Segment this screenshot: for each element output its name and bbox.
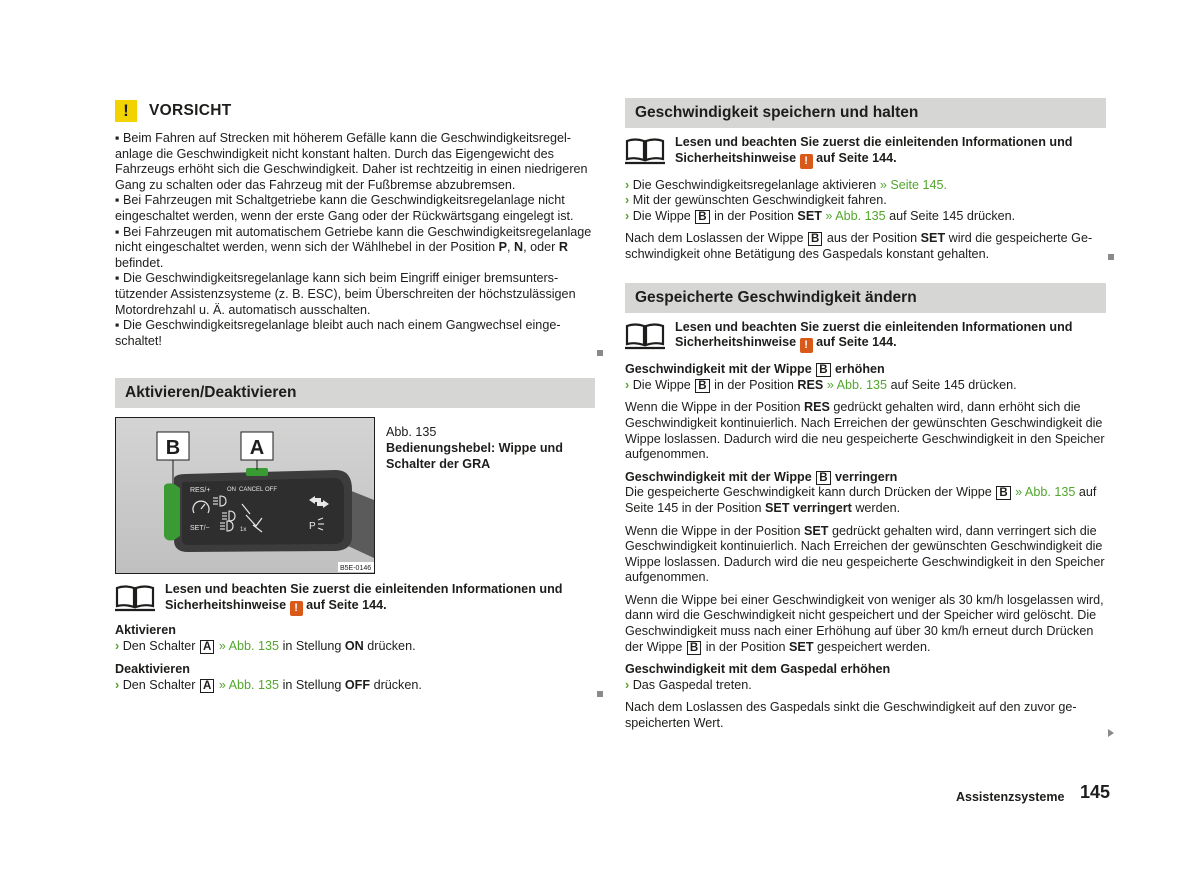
paragraph: Wenn die Wippe in der Position SET gedrückt gehalten wird, dann verringert sich die Geschwindigkeit kontinuierlich. Nach Erreichen der gewünschten Geschwindigkeit die Wippe loslassen. Dadurch wird die neu gespeicherte Geschwindigkeit in den Speicher aufgenommen. [625,523,1105,585]
rocker-b-key: B [687,641,701,655]
control-lever-illustration [116,418,374,573]
step-item: › Die Wippe B in der Position RES » Abb. 135 auf Seite 145 drücken. [625,377,1017,392]
rocker-b-key: B [996,486,1010,500]
paragraph: Wenn die Wippe in der Position RES gedrückt gehalten wird, dann erhöht sich die Geschwindigkeit kontinuierlich. Nach Erreichen der gewünschten Geschwindigkeit die Wippe loslassen. Dadurch wird die neu gespeicherte Geschwindigkeit in den Speicher aufgenommen. [625,400,1105,462]
step-list [625,178,1106,225]
label-b: B [165,437,181,460]
info-note: Lesen und beachten Sie zuerst die einleitenden Informationen und Sicherheitshinweise ! auf Seite 144. [625,320,1106,354]
activate-step: › Den Schalter A » Abb. 135 in Stellung ON drücken. [115,638,416,653]
subsection-title: Geschwindigkeit mit der Wippe B erhöhen [625,362,885,377]
switch-a-key: A [200,679,214,693]
warning-icon: ! [800,154,813,169]
caution-item: ▪ Bei Fahrzeugen mit automatischem Getriebe kann die Geschwindigkeitsregelanlage nicht eingeschaltet werden, wenn sich der Wählhebel in der Position P, N, oder R befindet. [115,224,592,270]
caution-header [115,98,595,124]
caution-title: VORSICHT [149,102,232,120]
figure-image [115,417,375,574]
step-item: › Mit der gewünschten Geschwindigkeit fahren. [625,193,887,208]
step-item: › Die Wippe B in der Position SET » Abb. 135 auf Seite 145 drücken. [625,208,1016,223]
figure-link[interactable]: » Abb. 135 [826,377,888,392]
end-mark [1108,254,1114,260]
set-label: SET/− [190,525,210,533]
figure-link[interactable]: » Abb. 135 [825,208,886,223]
caution-icon: ! [115,100,137,122]
switch-a-key: A [200,640,214,654]
res-label: RES/+ [190,487,211,495]
cancel-label: CANCEL [239,487,264,494]
left-column [115,98,595,693]
rocker-b-key: B [695,210,709,224]
figure-link[interactable]: » Abb. 135 [1015,485,1076,500]
svg-text:P: P [309,521,316,533]
book-icon [625,135,665,165]
section-title-aendern: Gespeicherte Geschwindigkeit ändern [625,283,1106,313]
section-title-aktivieren: Aktivieren/Deaktivieren [115,378,595,408]
page-link[interactable]: » Seite 145. [879,177,948,192]
info-note: Lesen und beachten Sie zuerst die einleitenden Informationen und Sicherheitshinweise ! auf Seite 144. [625,135,1106,169]
rocker-b-key: B [695,379,709,393]
figure-caption [386,417,576,574]
step-item: › Die Geschwindigkeitsregelanlage aktivieren » Seite 145. [625,177,948,192]
paragraph: Nach dem Loslassen des Gaspedals sinkt die Geschwindigkeit auf den zuvor gespeicherten Wert. [625,700,1077,731]
caution-item: ▪ Die Geschwindigkeitsregelanlage kann sich beim Eingriff einiger bremsunterstützender Assistenzsysteme (z. B. ESC), beim Überschreiten der höchstzulässigen Motordrehzahl u. Ä. automatisch ausschalten. [115,271,576,317]
figure-link[interactable]: » Abb. 135 [218,677,280,692]
rocker-b-key: B [808,232,822,246]
figure-title: Bedienungshebel: Wippe und Schalter der GRA [386,440,563,471]
paragraph: Nach dem Loslassen der Wippe B aus der Position SET wird die gespeicherte Geschwindigkeit ohne Betätigung des Gaspedals konstant gehalten. [625,231,1093,261]
on-label: ON [227,487,236,494]
caution-item: ▪ Beim Fahren auf Strecken mit höherem Gefälle kann die Geschwindigkeitsregelanlage die Geschwindigkeit nicht konstant halten. Durch das Eigengewicht des Fahrzeugs erhöht sich die Geschwindigkeit. Daher ist rechtzeitig in einen niedrigeren Gang zu schalten oder das Fahrzeug mit der Fußbremse abzubremsen. [115,131,588,192]
caution-list [115,131,595,349]
warning-icon: ! [290,601,303,616]
right-column [625,98,1106,732]
page-number: 145 [1080,782,1111,802]
continue-arrow-icon [1108,729,1114,737]
warning-icon: ! [800,338,813,353]
figure-code: B5E-0146 [340,565,372,573]
footer-section-title: Assistenzsysteme [956,790,1065,804]
info-note: Lesen und beachten Sie zuerst die einleitenden Informationen und Sicherheitshinweise ! auf Seite 144. [115,582,595,616]
subsection-title: Geschwindigkeit mit dem Gaspedal erhöhen [625,662,891,677]
rocker-b-key: B [816,363,830,377]
deactivate-step: › Den Schalter A » Abb. 135 in Stellung OFF drücken. [115,677,422,692]
paragraph: Wenn die Wippe bei einer Geschwindigkeit von weniger als 30 km/h losgelassen wird, dann wird die Geschwindigkeit nicht gespeichert und der Speicher wird gelöscht. Die Geschwindigkeit muss nach einer Erhöhung auf über 30 km/h erneut durch Drücken der Wippe B in der Position SET gespeichert werden. [625,592,1104,654]
caution-item: ▪ Die Geschwindigkeitsregelanlage bleibt auch nach einem Gangwechsel eingeschaltet! [115,318,561,348]
end-mark [597,691,603,697]
label-a: A [249,437,265,460]
rocker-b-key: B [816,471,830,485]
section-title-speichern: Geschwindigkeit speichern und halten [625,98,1106,128]
subsection-title: Geschwindigkeit mit der Wippe B verringern [625,469,898,484]
one-x-label: 1x [240,527,247,534]
off-label: OFF [265,487,277,494]
deactivate-title: Deaktivieren [115,662,190,677]
figure-link[interactable]: » Abb. 135 [218,638,280,653]
activate-title: Aktivieren [115,622,176,637]
figure-number: Abb. 135 [386,425,437,440]
figure-135 [115,417,595,574]
book-icon [625,320,665,350]
book-icon [115,582,155,612]
caution-item: ▪ Bei Fahrzeugen mit Schaltgetriebe kann die Geschwindigkeitsregelanlage nicht eingeschaltet werden, wenn der erste Gang oder der Rückwärtsgang eingelegt ist. [115,193,574,223]
step-item: › Das Gaspedal treten. [625,677,752,692]
end-mark [597,350,603,356]
paragraph: Die gespeicherte Geschwindigkeit kann durch Drücken der Wippe B » Abb. 135 auf Seite 145 in der Position SET verringert werden. [625,485,1097,515]
